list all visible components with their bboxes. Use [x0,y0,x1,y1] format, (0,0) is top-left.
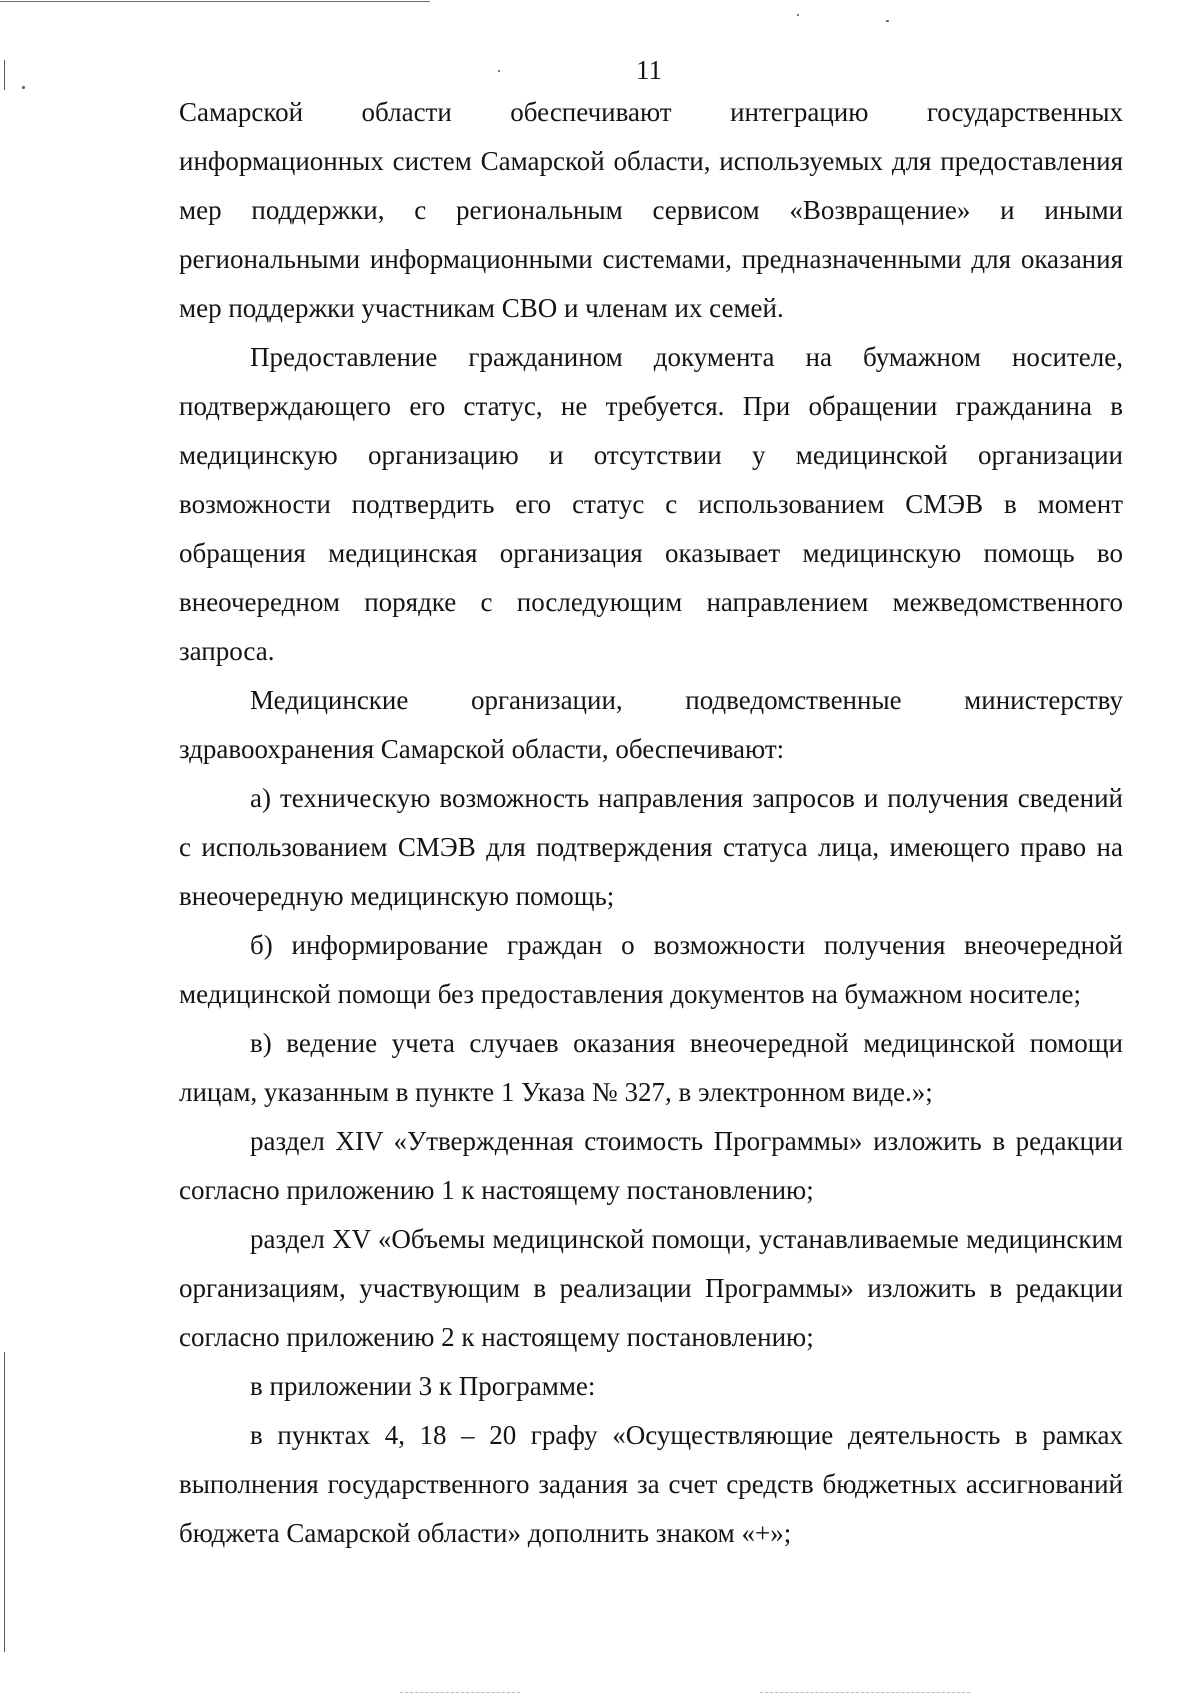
scan-edge-line [0,1,430,2]
scan-speck [886,20,889,22]
page-number: 11 [636,55,662,85]
paragraph: раздел XV «Объемы медицинской помощи, устанавливаемые медицинским организациям, участвующим в реализации Программы» изложить в редакции согласно приложению 2 к настоящему постановлению; [179,1224,1123,1352]
scan-edge-dash [760,1692,970,1693]
paragraph: Предоставление гражданином документа на бумажном носителе, подтверждающего его статус, не требуется. При обращении гражданина в медицинскую организацию и отсутствии у медицинской организации возможности подтвердить его статус с использованием СМЭВ в момент обращения медицинская организация оказывает медицинскую помощь во внеочередном порядке с последующим направлением межведомственного запроса. [179,342,1123,666]
paragraph: в приложении 3 к Программе: [250,1371,596,1401]
paragraph: Самарской области обеспечивают интеграцию государственных информационных систем Самарской области, используемых для предоставления мер поддержки, с региональным сервисом «Возвращение» и иными региональными информационными системами, предназначенными для оказания мер поддержки участникам СВО и членам их семей. [179,97,1123,323]
document-body [179,88,1123,1558]
paragraph: а) техническую возможность направления запросов и получения сведений с использованием СМЭВ для подтверждения статуса лица, имеющего право на внеочередную медицинскую помощь; [179,783,1123,911]
paragraph: в пунктах 4, 18 – 20 графу «Осуществляющие деятельность в рамках выполнения государственного задания за счет средств бюджетных ассигнований бюджета Самарской области» дополнить знаком «+»; [179,1420,1123,1548]
scan-edge-dash [400,1692,520,1693]
paragraph: Медицинские организации, подведомственные министерству здравоохранения Самарской области, обеспечивают: [179,685,1123,764]
paragraph: раздел XIV «Утвержденная стоимость Программы» изложить в редакции согласно приложению 1 к настоящему постановлению; [179,1126,1123,1205]
paragraph: в) ведение учета случаев оказания внеочередной медицинской помощи лицам, указанным в пункте 1 Указа № 327, в электронном виде.»; [179,1028,1123,1107]
scan-speck [797,14,799,16]
scan-speck [22,86,25,89]
paragraph: б) информирование граждан о возможности получения внеочередной медицинской помощи без предоставления документов на бумажном носителе; [179,930,1123,1009]
scan-margin-mark [4,1352,5,1652]
